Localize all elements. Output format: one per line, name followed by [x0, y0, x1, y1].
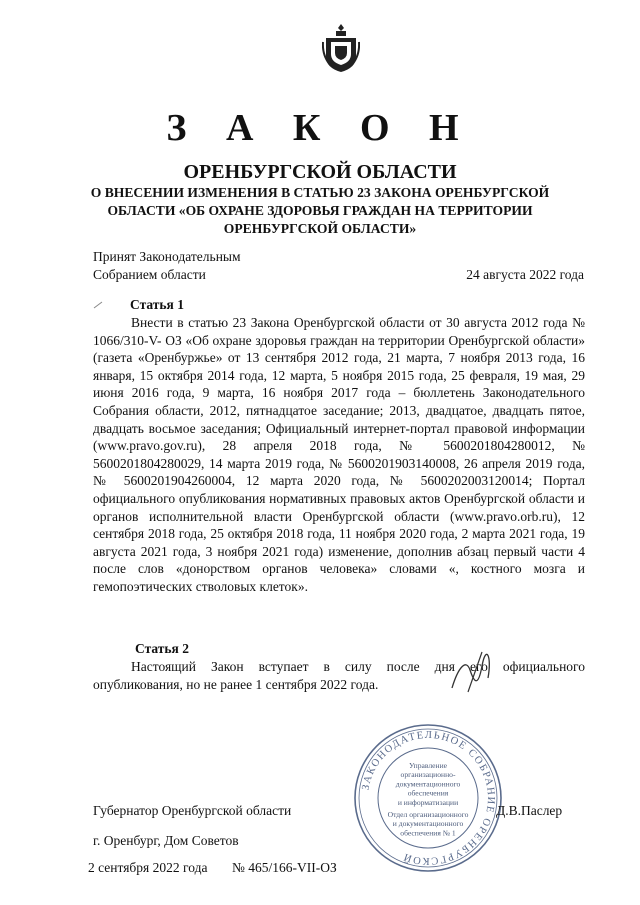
margin-mark-icon: [93, 300, 103, 310]
article-1-title: Статья 1: [130, 297, 184, 312]
article-1-text: Внести в статью 23 Закона Оренбургской области от 30 августа 2012 года № 1066/310-V- ОЗ «Об охране здоровья граждан на территории Оренбургской области» (газета «Оренбуржье» от 13 сентября 2012 года, 21 марта, 7 ноября 2013 года, 16 января, 15 октября 2014 года, 12 марта, 5 ноября 2015 года, 25 февраля, 19 мая, 29 июня 2016 года, 9 марта, 16 ноября 2017 года – бюллетень Законодательного Собрания области, 2012, пятнадцатое заседание; 2013, двадцатое, двадцать пятое, двадцать восьмое заседания; Официальный интернет-портал правовой информации (www.pravo.gov.ru), 28 апреля 2018 года, № 5600201804280012, № 5600201804280029, 14 марта 2019 года, № 5600201903140008, 26 апреля 2019 года, № 5600201904260004, 12 марта 2020 года, № 5600202003120014; Портал официального опубликования нормативных правовых актов Оренбургской области и органов исполнительной власти Оренбургской области (www.pravo.orb.ru), 12 сентября 2018 года, 25 октября 2018 года, 11 ноября 2020 года, 2 марта 2021 года, 19 августа 2021 года, 3 ноября 2021 года) изменение, дополнив абзац первый части 4 после слов «донорством органов человека» словами «, костного мозга и гемопоэтических стволовых клеток».: [93, 315, 585, 594]
seal-line: документационного: [395, 779, 461, 789]
adoption-line-1: Принят Законодательным: [93, 249, 241, 264]
document-title: З А К О Н: [166, 107, 474, 149]
adoption-date: 24 августа 2022 года: [466, 267, 584, 282]
seal-ring-text: ЗАКОНОДАТЕЛЬНОЕ СОБРАНИЕ ОРЕНБУРГСКОЙ: [360, 729, 497, 867]
adoption-line-2: Собранием области: [93, 267, 206, 282]
official-seal: [352, 722, 504, 874]
coat-of-arms-icon: [322, 22, 360, 74]
seal-line: организационно-: [400, 770, 456, 780]
seal-line: Управление: [408, 761, 448, 770]
seal-line: и информатизации: [397, 797, 459, 807]
law-number: № 465/166-VII-ОЗ: [232, 860, 337, 875]
article-2-title: Статья 2: [135, 641, 189, 656]
adoption-block: [93, 248, 241, 284]
law-subject: О ВНЕСЕНИИ ИЗМЕНЕНИЯ В СТАТЬЮ 23 ЗАКОНА ОРЕНБУРГСКОЙ ОБЛАСТИ «ОБ ОХРАНЕ ЗДОРОВЬЯ ГРАЖДАН НА ТЕРРИТОРИИ ОРЕНБУРГСКОЙ ОБЛАСТИ»: [90, 185, 550, 236]
seal-line: Отдел организационного: [387, 810, 469, 819]
signing-place: г. Оренбург, Дом Советов: [93, 833, 239, 848]
seal-line: обеспечения № 1: [400, 828, 456, 838]
seal-line: и документационного: [392, 819, 464, 829]
governor-title: Губернатор Оренбургской области: [93, 803, 292, 818]
article-2-text: Настоящий Закон вступает в силу после дня его официального опубликования, но не ранее 1 сентября 2022 года.: [93, 659, 585, 692]
seal-line: обеспечения: [407, 788, 449, 798]
signature-icon: [448, 648, 496, 696]
signing-date: 2 сентября 2022 года: [88, 860, 208, 875]
region-name: ОРЕНБУРГСКОЙ ОБЛАСТИ: [183, 161, 457, 183]
governor-name: Д.В.Паслер: [496, 803, 563, 818]
